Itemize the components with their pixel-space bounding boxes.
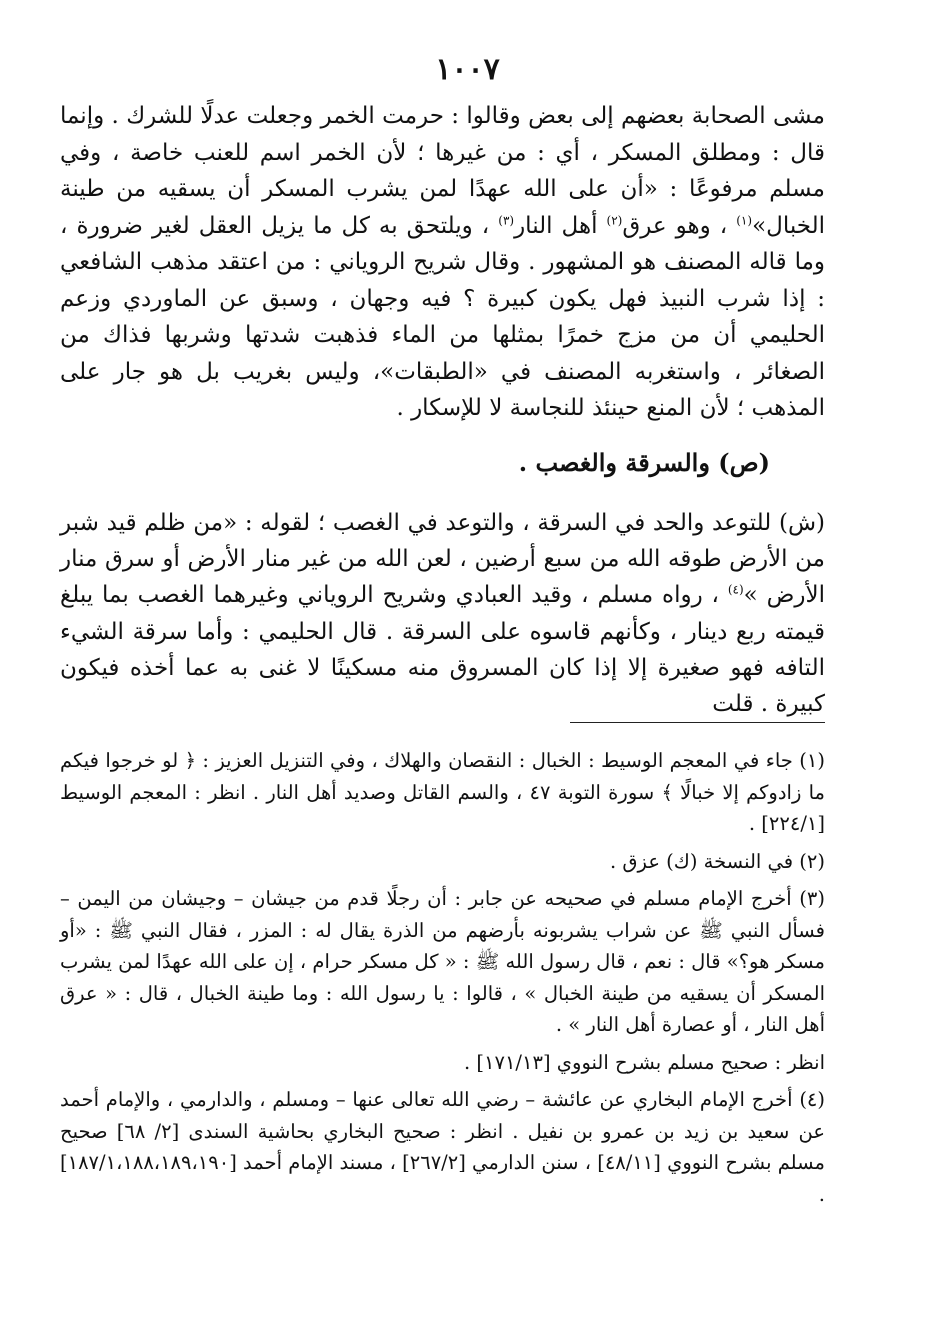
main-text-block-2 xyxy=(60,505,825,722)
footnote-ref-4[interactable]: (٤) xyxy=(727,582,744,597)
footnote-3-reference: انظر : صحيح مسلم بشرح النووي [١٧١/١٣] . xyxy=(464,1050,825,1074)
footnote-number: (١) xyxy=(799,749,825,772)
paragraph-text: أهل النار xyxy=(514,212,598,239)
footnote-number: (٤) xyxy=(799,1088,826,1111)
footnote-ref-3[interactable]: (٣) xyxy=(498,212,515,227)
footnote-ref-2[interactable]: (٢) xyxy=(606,212,623,227)
footnote-2 xyxy=(60,846,825,878)
paragraph-text: ، ويلتحق به كل ما يزيل العقل لغير ضرورة ، وما قاله المصنف هو المشهور . وقال شريح الروياني : من اعتقد مذهب الشافعي : إذا شرب النبيذ فهل يكون كبيرة ؟ فيه وجهان ، وسبق عن الماوردي وزعم الحليمي أن من مزج خمرًا بمثلها من الماء فذهبت شدتها وشربها فذاك من الصغائر ، واستغربه المصنف في «الطبقات»، وليس بغريب بل هو جار على المذهب ؛ لأن المنع حينئذ للنجاسة لا للإسكار . xyxy=(60,212,825,421)
footnote-number: (٣) xyxy=(799,887,825,910)
footnotes xyxy=(60,745,825,1216)
paragraph-text: (ش) للتوعد والحد في السرقة ، والتوعد في الغصب ؛ لقوله : «من ظلم قيد شبر من الأرض طوقه الله من سبع أرضين ، لعن الله من غير منار الأرض أو سرق منار الأرض » xyxy=(60,510,826,609)
footnote-1 xyxy=(60,745,825,840)
page-number: ١٠٠٧ xyxy=(435,52,500,87)
footnote-divider xyxy=(570,722,825,723)
footnote-text: في النسخة (ك) عزق . xyxy=(610,849,794,873)
paragraph-text: ، رواه مسلم ، وقيد العبادي وشريح الروياني وغيرهما الغصب بما يبلغ قيمته ربع دينار ، وكأنهم قاسوه على السرقة . قال الحليمي : وأما سرقة الشيء التافه فهو صغيرة إلا إذا كان المسروق منه مسكينًا لا غنى به عما أخذه فيكون كبيرة . قلت xyxy=(60,582,825,718)
footnote-text: جاء في المعجم الوسيط : الخبال : النقصان والهلاك ، وفي التنزيل العزيز : ﴿ لو خرجوا فيكم ما زادوكم إلا خبالًا ﴾ سورة التوبة ٤٧ ، والسم القاتل وصديد أهل النار . انظر : المعجم الوسيط [٢٢٤/١] . xyxy=(60,749,825,835)
footnote-ref-1[interactable]: (١) xyxy=(736,212,753,227)
paragraph-text: مشى الصحابة بعضهم إلى بعض وقالوا : حرمت الخمر وجعلت عدلًا للشرك . وإنما قال : ومطلق المسكر ، أي : من غيرها ؛ لأن الخمر اسم للعنب خاصة ، وفي مسلم مرفوعًا : «أن على الله عهدًا لمن يشرب المسكر أن يسقيه من طينة الخبال» xyxy=(60,103,826,239)
footnote-3 xyxy=(60,883,825,1041)
footnote-4 xyxy=(60,1084,825,1210)
footnote-text: أخرج الإمام البخاري عن عائشة – رضي الله تعالى عنها – ومسلم ، والدارمي ، والإمام أحمد عن سعيد بن زيد بن عمرو بن نفيل . انظر : صحيح البخاري بحاشية السندى [٢/ ٦٨] صحيح مسلم بشرح النووي [٤٨/١١] ، سنن الدارمي [٢٦٧/٢] ، مسند الإمام أحمد [١٨٧/١،١٨٨،١٨٩،١٩٠] . xyxy=(60,1088,825,1206)
footnote-number: (٢) xyxy=(799,849,825,873)
paragraph-wine xyxy=(60,98,825,427)
paragraph-text: ، وهو عرق xyxy=(622,212,728,239)
footnote-text: أخرج الإمام مسلم في صحيحه عن جابر : أن رجلًا قدم من جيشان – وجيشان من اليمن – فسأل النبي ﷺ عن شراب يشربونه بأرضهم من الذرة يقال له : المزر ، فقال النبي ﷺ : «أو مسكر هو؟» قال : نعم ، قال رسول الله ﷺ : « كل مسكر حرام ، إن على الله عهدًا لمن يشرب المسكر أن يسقيه من طينة الخبال » ، قالوا : يا رسول الله : وما طينة الخبال ، قال : « عرق أهل النار ، أو عصارة أهل النار » . xyxy=(60,887,825,1036)
section-heading: (ص) والسرقة والغصب . xyxy=(518,448,770,477)
paragraph-theft xyxy=(60,505,825,722)
main-text-block-1 xyxy=(60,98,825,427)
